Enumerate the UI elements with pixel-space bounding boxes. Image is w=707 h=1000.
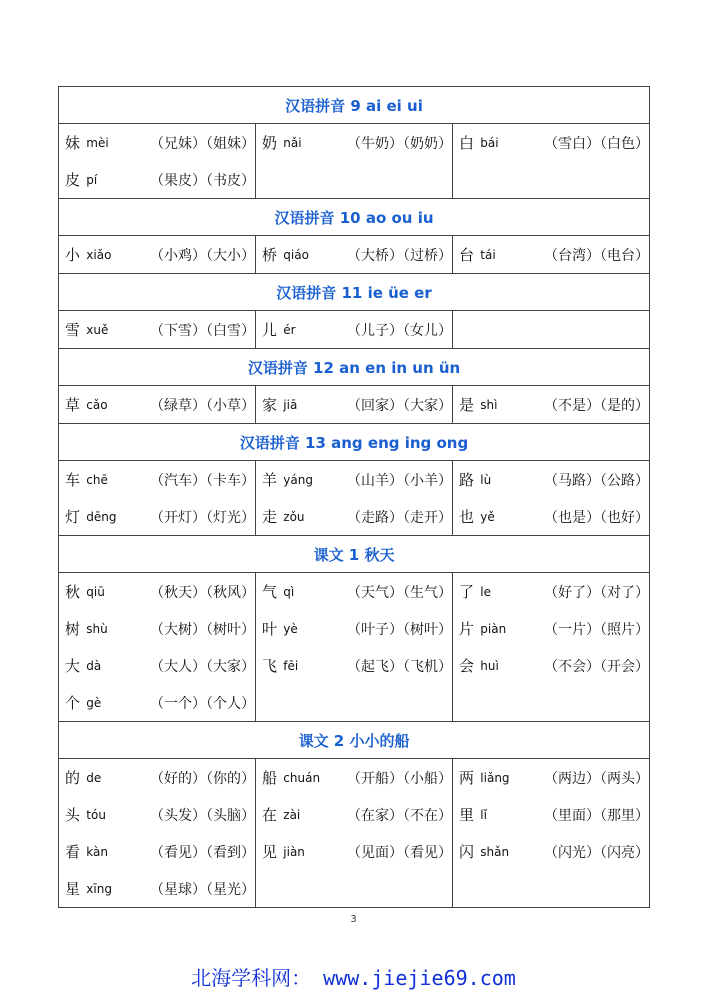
vocab-entry	[453, 796, 649, 833]
vocab-cell	[59, 386, 256, 424]
vocab-cell	[256, 573, 453, 722]
character: 两	[459, 769, 475, 787]
word-examples: （闪光）（闪亮）	[544, 844, 650, 861]
pinyin: fēi	[283, 658, 299, 673]
vocab-entry	[256, 124, 452, 161]
word-examples: （一个）（个人）	[150, 695, 255, 712]
word-examples: （一片）（照片）	[544, 621, 650, 638]
vocab-cell	[59, 311, 256, 349]
section-body-row	[59, 386, 650, 424]
vocab-entry	[256, 461, 452, 498]
word-examples: （下雪）（白雪）	[150, 322, 255, 339]
vocab-cell	[256, 759, 453, 908]
vocab-entry	[256, 759, 452, 796]
pinyin: le	[480, 584, 492, 599]
vocab-cell	[59, 573, 256, 722]
section-title: 汉语拼音 12 an en in un ün	[59, 349, 650, 386]
vocab-cell	[256, 124, 453, 199]
character: 草	[65, 396, 81, 414]
vocab-entry	[453, 386, 649, 423]
section-title: 汉语拼音 10 ao ou iu	[59, 199, 650, 236]
character: 秋	[65, 583, 81, 601]
word-examples: （儿子）（女儿）	[347, 322, 452, 339]
character: 的	[65, 769, 81, 787]
pinyin: huì	[480, 658, 499, 673]
word-examples: （走路）（走开）	[347, 509, 452, 526]
vocab-entry	[453, 759, 649, 796]
character: 桥	[262, 246, 278, 264]
section-body-row	[59, 124, 650, 199]
pinyin: dà	[86, 658, 102, 673]
vocab-entry	[59, 498, 255, 535]
section-body-row	[59, 461, 650, 536]
word-examples: （开船）（小船）	[347, 770, 452, 787]
vocab-cell	[453, 386, 650, 424]
character: 星	[65, 880, 81, 898]
pinyin: lù	[480, 472, 492, 487]
pinyin: lǐ	[480, 807, 487, 822]
pinyin: bái	[480, 135, 499, 150]
section-header-row	[59, 424, 650, 461]
character: 走	[262, 508, 278, 526]
character: 车	[65, 471, 81, 489]
vocab-entry	[453, 647, 649, 684]
vocab-entry	[59, 236, 255, 273]
character: 雪	[65, 321, 81, 339]
character: 叶	[262, 620, 278, 638]
pinyin: yáng	[283, 472, 313, 487]
character: 羊	[262, 471, 278, 489]
pinyin: gè	[86, 695, 102, 710]
word-examples: （大桥）（过桥）	[347, 247, 452, 264]
character: 路	[459, 471, 475, 489]
word-examples: （也是）（也好）	[544, 509, 650, 526]
word-examples: （在家）（不在）	[347, 807, 452, 824]
word-examples: （两边）（两头）	[544, 770, 650, 787]
vocab-cell	[59, 124, 256, 199]
character: 家	[262, 396, 278, 414]
vocab-entry	[59, 461, 255, 498]
character: 片	[459, 620, 475, 638]
character: 了	[459, 583, 475, 601]
section-header-row	[59, 536, 650, 573]
word-examples: （小鸡）（大小）	[150, 247, 255, 264]
section-title: 汉语拼音 9 ai ei ui	[59, 87, 650, 124]
word-examples: （叶子）（树叶）	[347, 621, 452, 638]
vocab-cell	[59, 461, 256, 536]
vocab-cell	[256, 311, 453, 349]
pinyin: mèi	[86, 135, 109, 150]
pinyin: liǎng	[480, 770, 510, 785]
character: 小	[65, 246, 81, 264]
vocab-entry	[256, 311, 452, 348]
word-examples: （马路）（公路）	[544, 472, 650, 489]
word-examples: （绿草）（小草）	[150, 397, 255, 414]
vocab-entry	[59, 870, 255, 907]
word-examples: （好的）（你的）	[150, 770, 255, 787]
word-examples: （果皮）（书皮）	[150, 172, 255, 189]
vocab-entry	[59, 647, 255, 684]
character: 白	[459, 134, 475, 152]
pinyin: shù	[86, 621, 108, 636]
word-examples: （起飞）（飞机）	[347, 658, 452, 675]
character: 飞	[262, 657, 278, 675]
vocab-entry	[59, 796, 255, 833]
pinyin: shì	[480, 397, 498, 412]
character: 头	[65, 806, 81, 824]
character: 皮	[65, 171, 81, 189]
vocab-entry	[256, 610, 452, 647]
character: 儿	[262, 321, 278, 339]
vocab-entry	[256, 236, 452, 273]
pinyin: qiáo	[283, 247, 309, 262]
pinyin: shǎn	[480, 844, 510, 859]
word-examples: （里面）（那里）	[544, 807, 650, 824]
character: 是	[459, 396, 475, 414]
pinyin: cǎo	[86, 397, 108, 412]
word-examples: （天气）（生气）	[347, 584, 452, 601]
word-examples: （汽车）（卡车）	[150, 472, 255, 489]
character: 气	[262, 583, 278, 601]
page-number: 3	[350, 914, 357, 925]
vocab-cell	[453, 124, 650, 199]
section-header-row	[59, 87, 650, 124]
vocab-entry	[453, 236, 649, 273]
character: 见	[262, 843, 278, 861]
pinyin: tóu	[86, 807, 106, 822]
vocab-entry	[59, 161, 255, 198]
section-header-row	[59, 199, 650, 236]
character: 奶	[262, 134, 278, 152]
vocab-cell	[453, 236, 650, 274]
footer-website: 北海学科网： www.jiejie69.com	[191, 966, 516, 990]
pinyin: tái	[480, 247, 496, 262]
vocab-cell	[256, 236, 453, 274]
vocab-entry	[453, 124, 649, 161]
pinyin: yè	[283, 621, 298, 636]
character: 闪	[459, 843, 475, 861]
pinyin: zǒu	[283, 509, 305, 524]
section-header-row	[59, 349, 650, 386]
section-body-row	[59, 573, 650, 722]
pinyin: chuán	[283, 770, 321, 785]
character: 会	[459, 657, 475, 675]
word-examples: （开灯）（灯光）	[150, 509, 255, 526]
word-examples: （牛奶）（奶奶）	[347, 135, 452, 152]
word-examples: （好了）（对了）	[544, 584, 650, 601]
vocab-entry	[59, 684, 255, 721]
vocab-entry	[59, 759, 255, 796]
pinyin: yě	[480, 509, 495, 524]
pinyin: xīng	[86, 881, 112, 896]
section-body-row	[59, 311, 650, 349]
vocab-entry	[59, 833, 255, 870]
character: 看	[65, 843, 81, 861]
character: 大	[65, 657, 81, 675]
pinyin: qì	[283, 584, 295, 599]
character: 也	[459, 508, 475, 526]
vocab-entry	[59, 610, 255, 647]
word-examples: （不会）（开会）	[544, 658, 650, 675]
word-examples: （不是）（是的）	[544, 397, 650, 414]
pinyin: qiū	[86, 584, 105, 599]
vocab-entry	[256, 833, 452, 870]
word-examples: （雪白）（白色）	[544, 135, 650, 152]
word-examples: （山羊）（小羊）	[347, 472, 452, 489]
vocab-entry	[256, 796, 452, 833]
vocab-entry	[256, 386, 452, 423]
section-header-row	[59, 274, 650, 311]
character: 灯	[65, 508, 81, 526]
character: 船	[262, 769, 278, 787]
section-title: 汉语拼音 11 ie üe er	[59, 274, 650, 311]
vocab-cell	[453, 573, 650, 722]
word-examples: （台湾）（电台）	[544, 247, 650, 264]
pinyin: jiā	[283, 397, 298, 412]
vocab-entry	[256, 498, 452, 535]
vocab-cell	[256, 461, 453, 536]
character: 个	[65, 694, 81, 712]
section-title: 课文 1 秋天	[59, 536, 650, 573]
vocab-entry	[453, 833, 649, 870]
vocab-cell	[256, 386, 453, 424]
pinyin: pí	[86, 172, 98, 187]
word-examples: （兄妹）（姐妹）	[150, 135, 255, 152]
pinyin: xuě	[86, 322, 109, 337]
pinyin: piàn	[480, 621, 507, 636]
pinyin: kàn	[86, 844, 108, 859]
vocab-entry	[59, 311, 255, 348]
vocabulary-table-body	[59, 87, 650, 908]
character: 里	[459, 806, 475, 824]
section-body-row	[59, 236, 650, 274]
section-body-row	[59, 759, 650, 908]
word-examples: （秋天）（秋风）	[150, 584, 255, 601]
section-header-row	[59, 722, 650, 759]
vocab-entry	[59, 124, 255, 161]
character: 妹	[65, 134, 81, 152]
vocab-cell	[453, 311, 650, 349]
word-examples: （星球）（星光）	[150, 881, 255, 898]
pinyin: ér	[283, 322, 296, 337]
vocab-cell	[59, 236, 256, 274]
section-title: 课文 2 小小的船	[59, 722, 650, 759]
vocab-entry	[59, 386, 255, 423]
pinyin: jiàn	[283, 844, 305, 859]
word-examples: （头发）（头脑）	[150, 807, 255, 824]
vocab-entry	[453, 610, 649, 647]
vocabulary-table	[58, 86, 650, 908]
vocab-entry	[256, 573, 452, 610]
pinyin: nǎi	[283, 135, 302, 150]
pinyin: chē	[86, 472, 108, 487]
pinyin: xiǎo	[86, 247, 112, 262]
character: 树	[65, 620, 81, 638]
pinyin: de	[86, 770, 102, 785]
word-examples: （回家）（大家）	[347, 397, 452, 414]
word-examples: （见面）（看见）	[347, 844, 452, 861]
vocab-cell	[59, 759, 256, 908]
vocab-entry	[256, 647, 452, 684]
character: 在	[262, 806, 278, 824]
word-examples: （大树）（树叶）	[150, 621, 255, 638]
word-examples: （大人）（大家）	[150, 658, 255, 675]
pinyin: dēng	[86, 509, 117, 524]
vocab-cell	[453, 759, 650, 908]
section-title: 汉语拼音 13 ang eng ing ong	[59, 424, 650, 461]
vocab-entry	[453, 461, 649, 498]
vocab-entry	[59, 573, 255, 610]
pinyin: zài	[283, 807, 301, 822]
vocab-cell	[453, 461, 650, 536]
character: 台	[459, 246, 475, 264]
vocab-entry	[453, 573, 649, 610]
vocab-entry	[453, 498, 649, 535]
word-examples: （看见）（看到）	[150, 844, 255, 861]
